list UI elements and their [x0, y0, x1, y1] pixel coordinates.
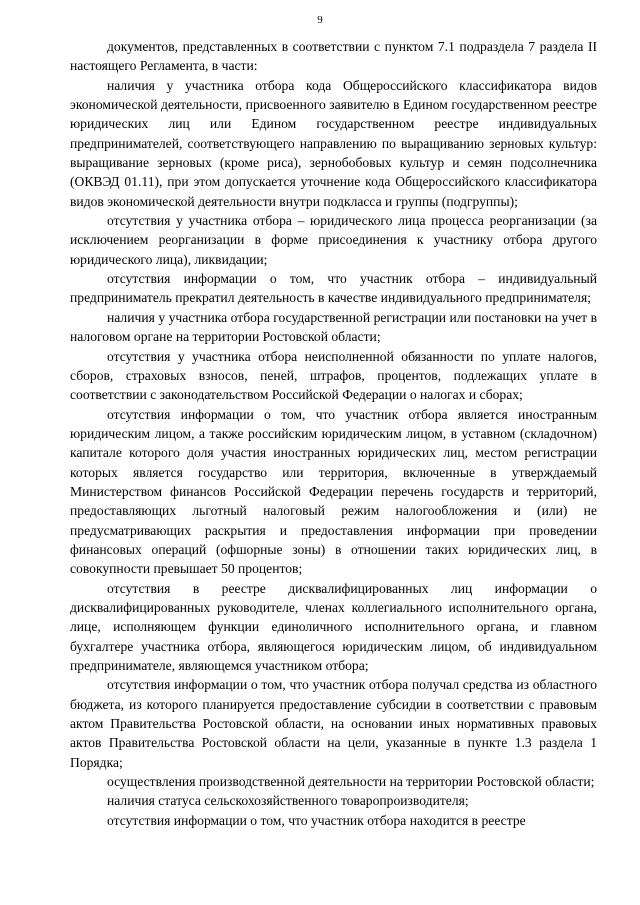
paragraph-no-reorganization: отсутствия у участника отбора – юридического лица процесса реорганизации (за исключением реорганизации в форме присоединения к участнику отбора другого юридического лица), ликвидации; — [70, 213, 597, 267]
paragraph-production-activity: осуществления производственной деятельности на территории Ростовской области; — [107, 774, 595, 790]
paragraph-tax-registration: наличия у участника отбора государственной регистрации или постановки на учет в налоговом органе на территории Ростовской области; — [70, 309, 597, 345]
document-body — [70, 37, 597, 830]
paragraph-documents-part: документов, представленных в соответствии с пунктом 7.1 подраздела 7 раздела II настоящего Регламента, в части: — [70, 39, 597, 74]
paragraph-okved-code: наличия у участника отбора кода Общероссийского классификатора видов экономической деятельности, присвоенного заявителю в Едином государственном реестре юридических лиц или Едином государственном реестре индивидуальных предпринимателей, соответствующего направлению по выращиванию зерновых культур: выращивание зерновых (кроме риса), зернобобовых культур и семян подсолнечника (ОКВЭД 01.11), при этом допускается уточнение кода Общероссийского классификатора видов экономической деятельности внутри подкласса и группы (подгруппы); — [70, 77, 597, 209]
paragraph-tax-obligations: отсутствия у участника отбора неисполненной обязанности по уплате налогов, сборов, страховых взносов, пеней, штрафов, процентов, подлежащих уплате в соответствии с законодательством Российской Федерации о налогах и сборах; — [70, 348, 597, 403]
paragraph-foreign-entity: отсутствия информации о том, что участник отбора является иностранным юридическим лицом, а также российским юридическим лицом, в уставном (складочном) капитале которого доля участия иностранных юридических лиц, местом регистрации которых является государство или территория, включенные в утверждаемый Министерством финансов Российской Федерации перечень государств и территорий, предоставляющих льготный налоговый режим налогообложения и (или) не предусматривающих раскрытия и предоставления информации при проведении финансовых операций (офшорные зоны) в отношении таких юридических лиц, в совокупности превышает 50 процентов; — [70, 406, 597, 577]
paragraph-regional-budget-funds: отсутствия информации о том, что участник отбора получал средства из областного бюджета, из которого планируется предоставление субсидии в соответствии с правовым актом Правительства Ростовской области, на основании иных нормативных правовых актов Правительства Ростовской области на цели, указанные в пункте 1.3 раздела 1 Порядка; — [70, 677, 597, 770]
paragraph-agricultural-producer-status: наличия статуса сельскохозяйственного товаропроизводителя; — [107, 793, 469, 809]
paragraph-registry-information: отсутствия информации о том, что участник отбора находится в реестре — [107, 812, 526, 828]
paragraph-disqualified-persons: отсутствия в реестре дисквалифицированных лиц информации о дисквалифицированных руководителе, членах коллегиального исполнительного органа, лице, исполняющем функции единоличного исполнительного органа, и главном бухгалтере участника отбора, являющегося юридическим лицом, об индивидуальном предпринимателе, являющемся участником отбора; — [70, 580, 597, 673]
page-number: 9 — [317, 14, 323, 26]
paragraph-entrepreneur-activity: отсутствия информации о том, что участник отбора – индивидуальный предприниматель прекратил деятельность в качестве индивидуального предпринимателя; — [70, 271, 597, 306]
